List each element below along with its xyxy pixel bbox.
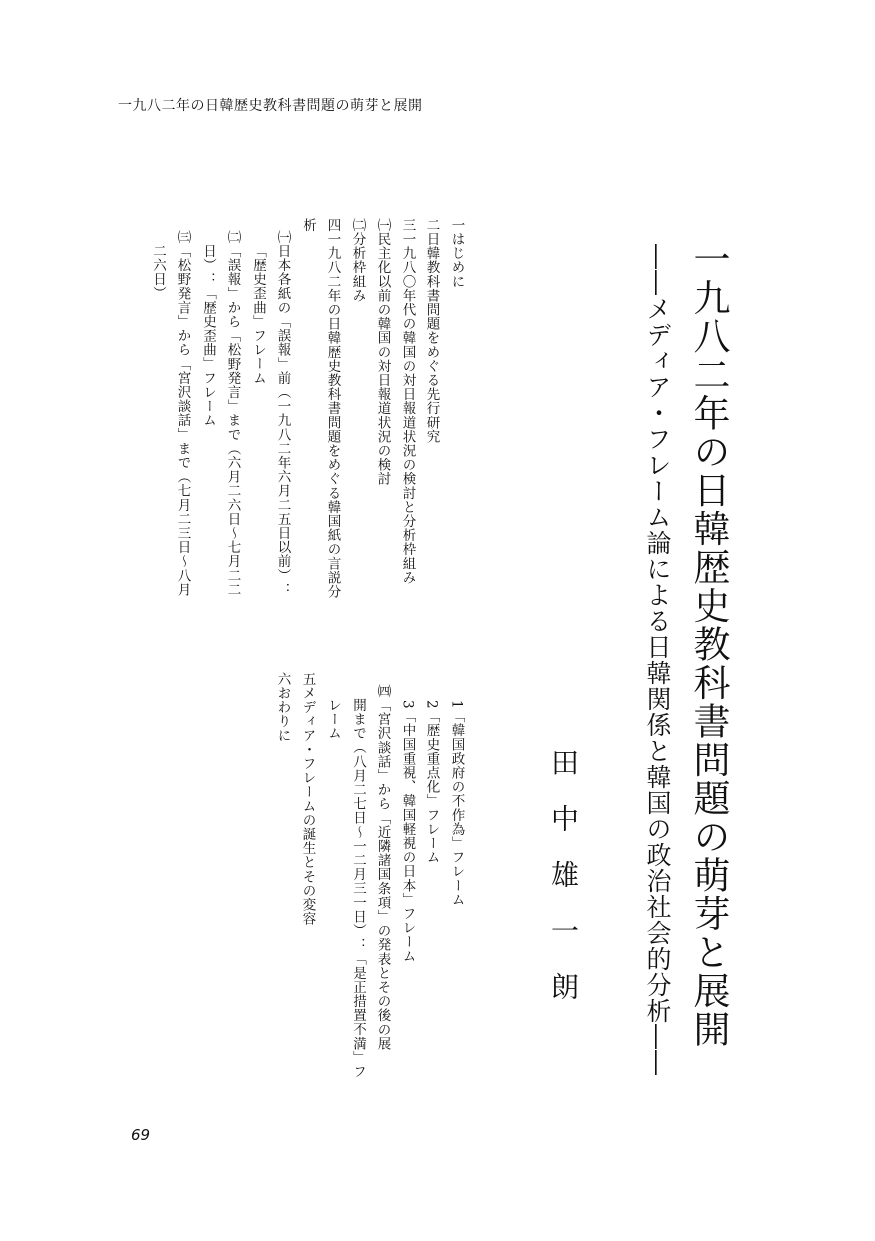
toc-entry: 日）：「歴史歪曲」フレーム xyxy=(200,244,216,428)
toc-entry: ㈡「誤報」から「松野発言」まで（六月二六日〜七月二二 xyxy=(224,230,241,597)
article-title: 一九八二年の日韓歴史教科書問題の萌芽と展開 xyxy=(687,240,730,1049)
toc-entry: 二日韓教科書問題をめぐる先行研究 xyxy=(423,218,440,444)
toc-entry: 三一九八〇年代の韓国の対日報道状況の検討と分析枠組み xyxy=(399,218,416,585)
toc-entry: 2「歴史重点化」フレーム xyxy=(423,700,440,865)
toc-entry: 析 xyxy=(300,218,316,233)
toc-entry: 1「韓国政府の不作為」フレーム xyxy=(448,700,465,907)
article-subtitle: ――メディア・フレーム論による日韓関係と韓国の政治社会的分析―― xyxy=(643,244,672,1076)
toc-entry: 3「中国重視、韓国軽視の日本」フレーム xyxy=(399,700,416,964)
toc-entry: 四一九八二年の日韓歴史教科書問題をめぐる韓国紙の言説分 xyxy=(324,218,341,599)
author-name: 田中雄一朗 xyxy=(547,748,580,1028)
toc-entry: 一はじめに xyxy=(448,218,465,289)
toc-entry: ㈢「松野発言」から「宮沢談話」まで（七月二三日〜八月 xyxy=(174,230,191,597)
toc-entry: 二六日） xyxy=(150,244,166,301)
toc-entry: ㈠民主化以前の韓国の対日報道状況の検討 xyxy=(374,218,391,486)
toc-entry: ㈣「宮沢談話」から「近隣諸国条項」の発表とその後の展 xyxy=(374,684,391,1051)
toc-entry: 開まで（八月二七日〜一二月三一日）：「是正措置不満」フ xyxy=(350,698,366,1079)
running-head: 一九八二年の日韓歴史教科書問題の萌芽と展開 xyxy=(118,98,423,114)
toc-entry: ㈡分析枠組み xyxy=(349,218,366,303)
toc-entry: レーム xyxy=(325,698,341,741)
toc-entry: 「歴史歪曲」フレーム xyxy=(250,244,266,385)
toc-entry: ㈠日本各紙の「誤報」前（一九八二年六月二五日以前）： xyxy=(274,230,291,597)
toc-entry: 六おわりに xyxy=(274,672,291,743)
toc-entry: 五メディア・フレームの誕生とその変容 xyxy=(299,672,316,926)
page-number: 69 xyxy=(131,1126,151,1144)
